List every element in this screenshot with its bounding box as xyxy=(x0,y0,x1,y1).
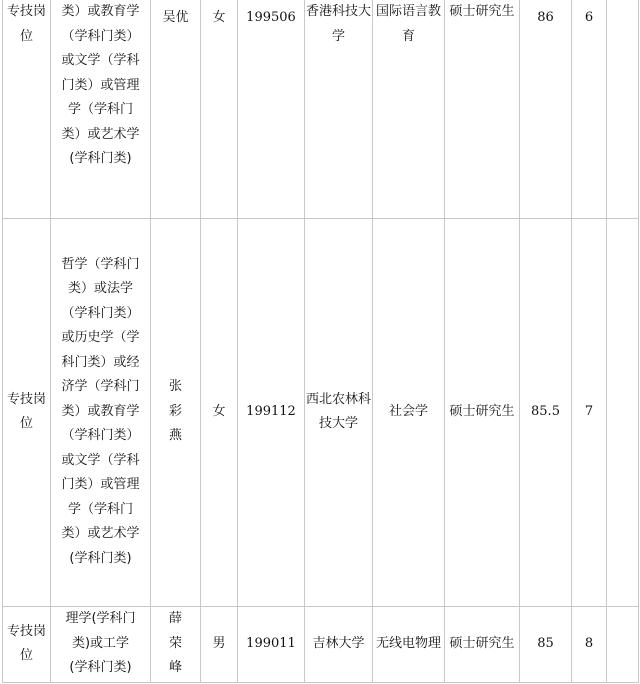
name-cell: 张彩燕 xyxy=(151,218,201,606)
position-cell: 专技岗位 xyxy=(3,0,51,218)
degree-cell: 硕士研究生 xyxy=(445,606,520,682)
note-cell xyxy=(607,606,639,682)
birth-cell: 199506 xyxy=(238,0,305,218)
major-cell: 理学(学科门类)或工学(学科门类) xyxy=(51,606,151,682)
note-cell xyxy=(607,0,639,218)
school-cell: 吉林大学 xyxy=(305,606,373,682)
table-row xyxy=(3,606,639,682)
position-cell: 专技岗位 xyxy=(3,218,51,606)
table-row xyxy=(3,0,639,218)
degree-cell: 硕士研究生 xyxy=(445,218,520,606)
rank-cell: 8 xyxy=(572,606,607,682)
specialty-cell: 国际语言教育 xyxy=(373,0,445,218)
score-cell: 86 xyxy=(520,0,572,218)
specialty-cell: 社会学 xyxy=(373,218,445,606)
name-cell: 吴优 xyxy=(151,0,201,218)
position-cell: 专技岗位 xyxy=(3,606,51,682)
candidate-table xyxy=(2,0,639,683)
major-cell: 类）或教育学（学科门类）或文学（学科门类）或管理学（学科门类）或艺术学(学科门类) xyxy=(51,0,151,218)
rank-cell: 6 xyxy=(572,0,607,218)
score-cell: 85.5 xyxy=(520,218,572,606)
major-cell: 哲学（学科门类）或法学（学科门类）或历史学（学科门类）或经济学（学科门类）或教育学（学科门类）或文学（学科门类）或管理学（学科门类）或艺术学(学科门类) xyxy=(51,218,151,606)
school-cell: 香港科技大学 xyxy=(305,0,373,218)
score-cell: 85 xyxy=(520,606,572,682)
gender-cell: 女 xyxy=(201,0,238,218)
gender-cell: 女 xyxy=(201,218,238,606)
rank-cell: 7 xyxy=(572,218,607,606)
birth-cell: 199011 xyxy=(238,606,305,682)
birth-cell: 199112 xyxy=(238,218,305,606)
specialty-cell: 无线电物理 xyxy=(373,606,445,682)
name-cell: 薛荣峰 xyxy=(151,606,201,682)
gender-cell: 男 xyxy=(201,606,238,682)
note-cell xyxy=(607,218,639,606)
school-cell: 西北农林科技大学 xyxy=(305,218,373,606)
table-row xyxy=(3,218,639,606)
degree-cell: 硕士研究生 xyxy=(445,0,520,218)
